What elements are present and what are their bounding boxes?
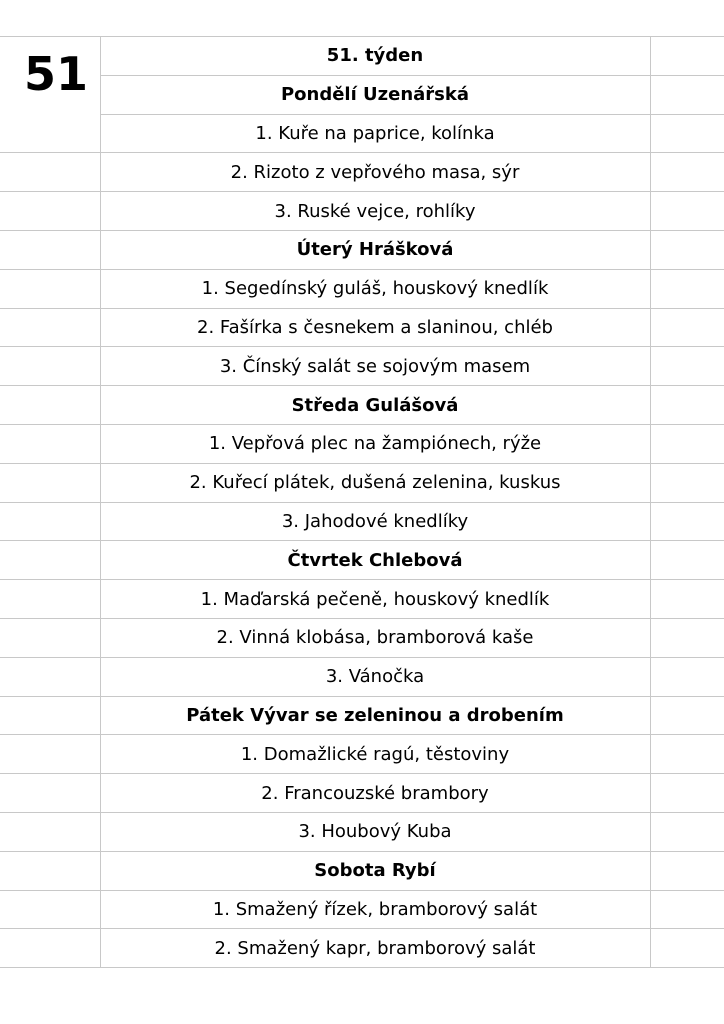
table-row [0, 774, 724, 813]
menu-item: 2. Smažený kapr, bramborový salát [100, 929, 650, 968]
table-row [0, 812, 724, 851]
empty-cell [650, 657, 724, 696]
empty-cell [650, 114, 724, 153]
table-row [0, 890, 724, 929]
table-row [0, 75, 724, 114]
empty-cell [0, 308, 100, 347]
empty-cell [0, 812, 100, 851]
empty-cell [0, 386, 100, 425]
menu-item: 3. Ruské vejce, rohlíky [100, 192, 650, 231]
empty-cell [0, 269, 100, 308]
table-row [0, 618, 724, 657]
empty-cell [650, 308, 724, 347]
empty-cell [650, 192, 724, 231]
empty-cell [0, 580, 100, 619]
empty-cell [0, 541, 100, 580]
table-row [0, 657, 724, 696]
empty-cell [0, 463, 100, 502]
empty-cell [0, 696, 100, 735]
weekly-menu-table [0, 36, 724, 968]
week-title: 51. týden [100, 37, 650, 76]
empty-cell [650, 75, 724, 114]
empty-cell [0, 657, 100, 696]
empty-cell [650, 269, 724, 308]
menu-item: 1. Domažlické ragú, těstoviny [100, 735, 650, 774]
menu-item: 3. Čínský salát se sojovým masem [100, 347, 650, 386]
table-row [0, 37, 724, 76]
empty-cell [0, 851, 100, 890]
menu-item: 1. Smažený řízek, bramborový salát [100, 890, 650, 929]
empty-cell [650, 541, 724, 580]
day-heading-tuesday: Úterý Hrášková [100, 230, 650, 269]
empty-cell [650, 851, 724, 890]
table-row [0, 192, 724, 231]
empty-cell [0, 230, 100, 269]
menu-item: 2. Kuřecí plátek, dušená zelenina, kuskus [100, 463, 650, 502]
table-row [0, 269, 724, 308]
empty-cell [650, 812, 724, 851]
empty-cell [650, 580, 724, 619]
empty-cell [0, 774, 100, 813]
empty-cell [650, 502, 724, 541]
empty-cell [650, 153, 724, 192]
menu-item: 2. Francouzské brambory [100, 774, 650, 813]
empty-cell [650, 386, 724, 425]
table-row [0, 929, 724, 968]
table-row [0, 230, 724, 269]
menu-item: 1. Segedínský guláš, houskový knedlík [100, 269, 650, 308]
empty-cell [650, 696, 724, 735]
empty-cell [650, 424, 724, 463]
empty-cell [0, 929, 100, 968]
empty-cell [0, 890, 100, 929]
table-row [0, 502, 724, 541]
empty-cell [650, 735, 724, 774]
empty-cell [0, 424, 100, 463]
day-heading-monday: Pondělí Uzenářská [100, 75, 650, 114]
table-row [0, 851, 724, 890]
day-heading-wednesday: Středa Gulášová [100, 386, 650, 425]
day-heading-saturday: Sobota Rybí [100, 851, 650, 890]
empty-cell [650, 929, 724, 968]
empty-cell [650, 890, 724, 929]
empty-cell [650, 347, 724, 386]
menu-item: 3. Jahodové knedlíky [100, 502, 650, 541]
table-row [0, 347, 724, 386]
empty-cell [0, 347, 100, 386]
table-row [0, 424, 724, 463]
menu-item: 2. Vinná klobása, bramborová kaše [100, 618, 650, 657]
menu-item: 3. Houbový Kuba [100, 812, 650, 851]
day-heading-thursday: Čtvrtek Chlebová [100, 541, 650, 580]
menu-item: 1. Maďarská pečeně, houskový knedlík [100, 580, 650, 619]
menu-item: 2. Fašírka s česnekem a slaninou, chléb [100, 308, 650, 347]
menu-item: 2. Rizoto z vepřového masa, sýr [100, 153, 650, 192]
table-row [0, 580, 724, 619]
table-row [0, 696, 724, 735]
day-heading-friday: Pátek Vývar se zeleninou a drobením [100, 696, 650, 735]
table-row [0, 114, 724, 153]
empty-cell [0, 618, 100, 657]
table-row [0, 735, 724, 774]
empty-cell [650, 618, 724, 657]
table-row [0, 153, 724, 192]
table-row [0, 541, 724, 580]
empty-cell [650, 774, 724, 813]
menu-item: 3. Vánočka [100, 657, 650, 696]
empty-cell [0, 735, 100, 774]
table-row [0, 463, 724, 502]
menu-item: 1. Kuře na paprice, kolínka [100, 114, 650, 153]
empty-cell [0, 502, 100, 541]
table-row [0, 386, 724, 425]
empty-cell [650, 37, 724, 76]
empty-cell [0, 192, 100, 231]
menu-item: 1. Vepřová plec na žampiónech, rýže [100, 424, 650, 463]
table-row [0, 308, 724, 347]
week-number: 51 [0, 37, 100, 153]
empty-cell [650, 230, 724, 269]
empty-cell [0, 153, 100, 192]
empty-cell [650, 463, 724, 502]
